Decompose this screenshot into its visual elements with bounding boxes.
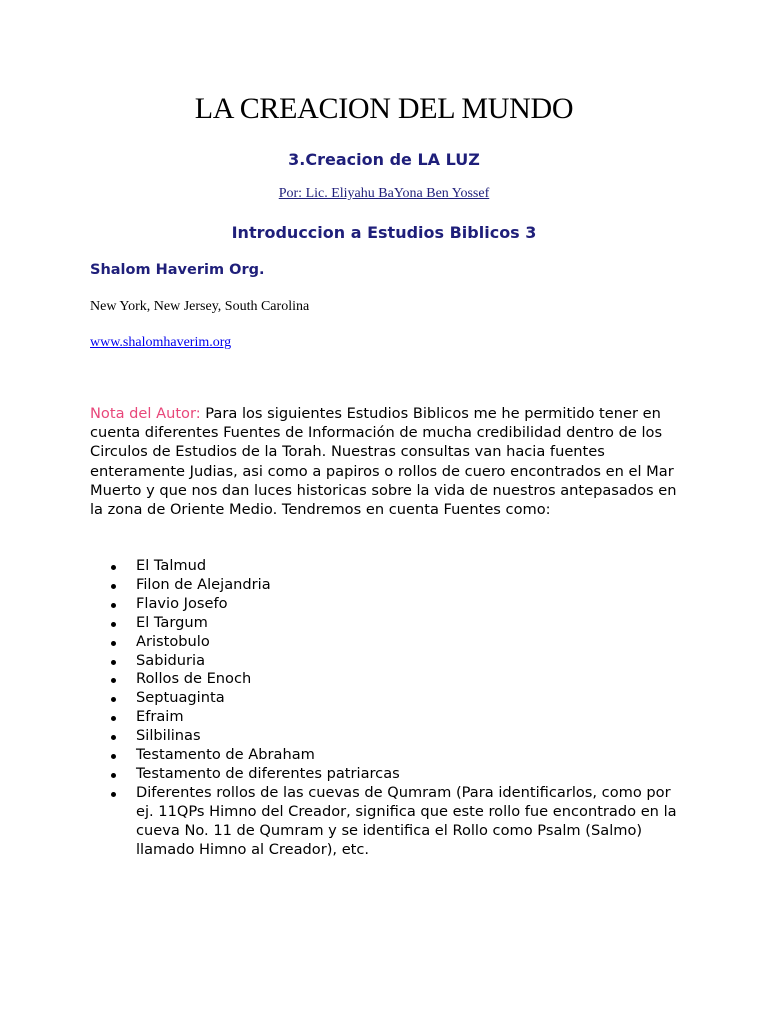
bullet-icon	[111, 697, 116, 702]
list-item	[136, 652, 680, 671]
list-item	[136, 727, 680, 746]
bullet-icon	[111, 678, 116, 683]
list-item	[136, 689, 680, 708]
list-item-text: Efraim	[136, 708, 184, 726]
document-subtitle: 3.Creacion de LA LUZ	[288, 150, 480, 169]
bullet-icon	[111, 792, 116, 797]
website-link[interactable]: www.shalomhaverim.org	[90, 335, 232, 350]
author-link[interactable]: Por: Lic. Eliyahu BaYona Ben Yossef	[278, 186, 490, 201]
list-item	[136, 557, 680, 576]
bullet-icon	[111, 641, 116, 646]
bullet-icon	[111, 773, 116, 778]
organization-name: Shalom Haverim Org.	[90, 262, 265, 278]
list-item-text: El Targum	[136, 613, 208, 631]
author-note-text: Para los siguientes Estudios Biblicos me he permitido tener en cuenta diferentes Fuentes de Información de mucha credibilidad dentro de los Circulos de Estudios de la Torah. Nuestras consultas van hacia fuentes enteramente Judias, asi como a papiros o rollos de cuero encontrados en el Mar Muerto y que nos dan luces historicas sobre la vida de nuestros antepasados en la zona de Oriente Medio. Tendremos en cuenta Fuentes como:	[90, 405, 677, 519]
list-item-text: Testamento de diferentes patriarcas	[136, 764, 400, 782]
sources-list	[90, 557, 680, 860]
bullet-icon	[111, 584, 116, 589]
bullet-icon	[111, 603, 116, 608]
bullet-icon	[111, 735, 116, 740]
bullet-icon	[111, 622, 116, 627]
list-item-text: Silbilinas	[136, 727, 201, 745]
list-item	[136, 746, 680, 765]
list-item	[136, 633, 680, 652]
list-item-text: El Talmud	[136, 557, 207, 574]
list-item	[136, 708, 680, 727]
bullet-icon	[111, 716, 116, 721]
author-note-label: Nota del Autor:	[90, 405, 201, 422]
list-item	[136, 765, 680, 784]
list-item-text: Diferentes rollos de las cuevas de Qumram (Para identificarlos, como por ej. 11QPs Himno del Creador, significa que este rollo fue encontrado en la cueva No. 11 de Qumram y se identifica el Rollo como Psalm (Salmo) llamado Himno al Creador), etc.	[136, 783, 677, 858]
list-item	[136, 614, 680, 633]
list-item	[136, 670, 680, 689]
document-title: LA CREACION DEL MUNDO	[194, 92, 574, 125]
list-item-text: Flavio Josefo	[136, 594, 228, 612]
list-item-text: Rollos de Enoch	[136, 670, 252, 688]
list-item	[136, 576, 680, 595]
author-note	[90, 404, 690, 519]
organization-location: New York, New Jersey, South Carolina	[90, 299, 310, 314]
list-item-text: Sabiduria	[136, 651, 206, 669]
bullet-icon	[111, 565, 116, 570]
bullet-icon	[111, 660, 116, 665]
list-item-text: Septuaginta	[136, 689, 225, 707]
list-item	[136, 784, 680, 860]
list-item-text: Testamento de Abraham	[136, 746, 315, 764]
list-item	[136, 595, 680, 614]
list-item-text: Filon de Alejandria	[136, 575, 271, 593]
list-item-text: Aristobulo	[136, 632, 210, 650]
bullet-icon	[111, 754, 116, 759]
series-heading: Introduccion a Estudios Biblicos 3	[231, 223, 537, 242]
